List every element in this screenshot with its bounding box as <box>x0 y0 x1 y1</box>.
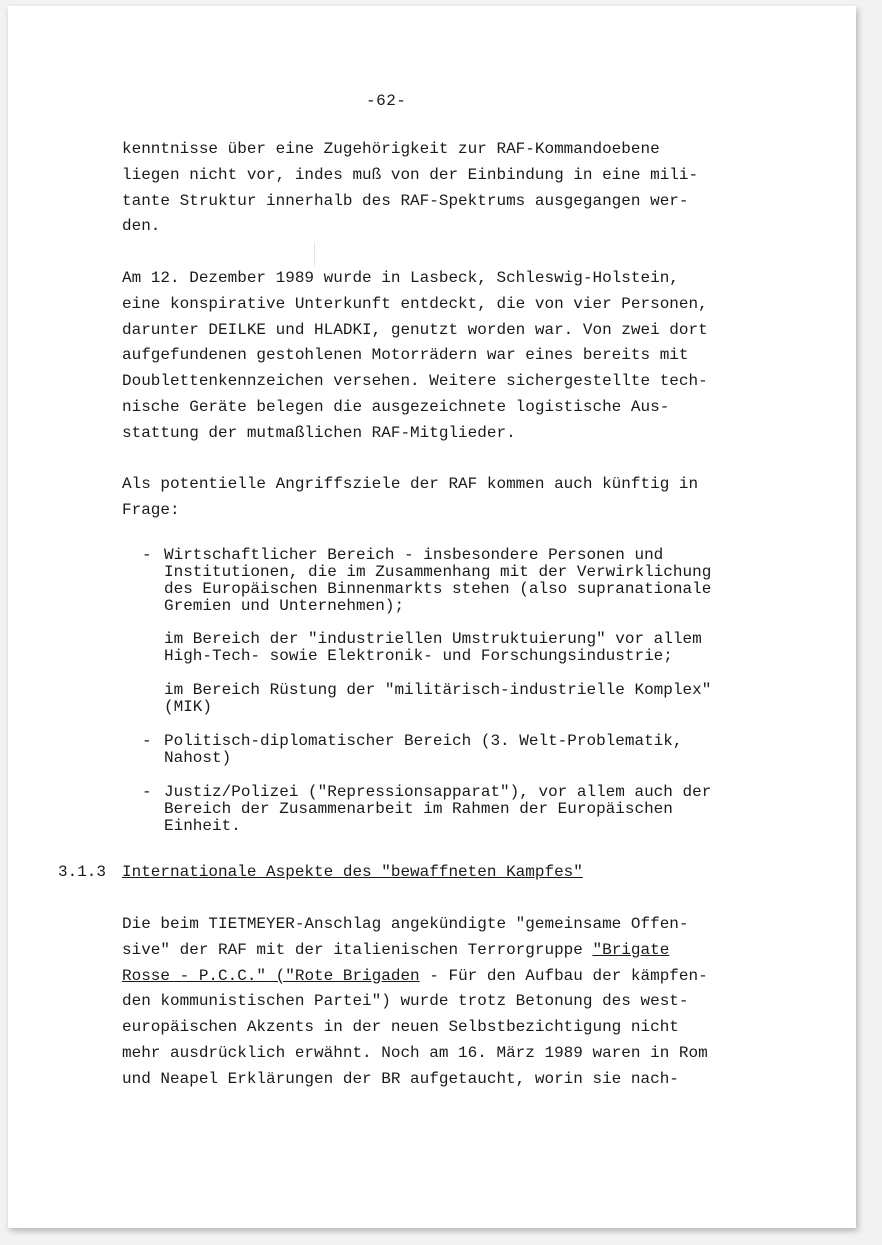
text-line: stattung der mutmaßlichen RAF-Mitglieder. <box>122 423 516 442</box>
text-line: Einheit. <box>164 817 241 835</box>
text-line: tante Struktur innerhalb des RAF-Spektrums ausgegangen wer- <box>122 191 689 210</box>
list-dash: - <box>142 546 152 564</box>
paragraph-1 <box>122 137 698 240</box>
text-line: eine konspirative Unterkunft entdeckt, die von vier Personen, <box>122 294 708 313</box>
paragraph-2 <box>122 266 708 447</box>
paragraph-4 <box>122 912 708 1093</box>
text-line: des Europäischen Binnenmarkts stehen (also supranationale <box>164 580 712 598</box>
text-line: kenntnisse über eine Zugehörigkeit zur RAF-Kommandoebene <box>122 140 660 158</box>
underlined-term: ("Rote Brigaden <box>266 966 420 985</box>
text-line: Doublettenkennzeichen versehen. Weitere sichergestellte tech- <box>122 372 708 391</box>
text-line: darunter DEILKE und HLADKI, genutzt worden war. Von zwei dort <box>122 320 708 339</box>
text-line: aufgefundenen gestohlenen Motorrädern war eines bereits mit <box>122 346 689 365</box>
list-item-text <box>164 547 711 615</box>
text-line: Justiz/Polizei ("Repressionsapparat"), vor allem auch der <box>164 783 712 801</box>
text-segment: - Für den Aufbau der kämpfen- <box>419 966 708 985</box>
section-title: Internationale Aspekte des "bewaffneten Kampfes" <box>122 863 583 881</box>
text-line: Nahost) <box>164 749 232 767</box>
text-line: Bereich der Zusammenarbeit im Rahmen der Europäischen <box>164 800 673 818</box>
list-item-text <box>164 733 682 767</box>
text-line: Am 12. Dezember 1989 wurde in Lasbeck, Schleswig-Holstein, <box>122 269 679 287</box>
text-line: Wirtschaftlicher Bereich - insbesondere Personen und <box>164 546 664 564</box>
list-item-text <box>164 631 702 665</box>
list-item-text <box>164 784 711 835</box>
text-line: im Bereich der "industriellen Umstruktuierung" vor allem <box>164 630 702 648</box>
list-item-text <box>164 682 711 716</box>
text-line: im Bereich Rüstung der "militärisch-industrielle Komplex" <box>164 681 712 699</box>
text-line: High-Tech- sowie Elektronik- und Forschungsindustrie; <box>164 647 673 665</box>
text-line: mehr ausdrücklich erwähnt. Noch am 16. März 1989 waren in Rom <box>122 1043 708 1062</box>
section-number: 3.1.3 <box>58 863 107 881</box>
text-line: europäischen Akzents in der neuen Selbstbezichtigung nicht <box>122 1018 679 1037</box>
text-line: Gremien und Unternehmen); <box>164 597 405 615</box>
text-segment: sive" der RAF mit der italienischen Terrorgruppe <box>122 940 593 959</box>
text-line <box>122 964 708 990</box>
scan-artifact <box>314 242 315 266</box>
list-dash: - <box>142 783 152 801</box>
text-line: den kommunistischen Partei") wurde trotz Betonung des west- <box>122 992 689 1011</box>
page-number: -62- <box>366 92 407 110</box>
text-line: (MIK) <box>164 698 213 716</box>
underlined-term: Rosse - P.C.C." <box>122 966 267 985</box>
list-dash: - <box>142 732 152 750</box>
underlined-term: "Brigate <box>592 940 670 959</box>
text-line: Institutionen, die im Zusammenhang mit der Verwirklichung <box>164 563 712 581</box>
text-line <box>122 938 708 964</box>
text-line: nische Geräte belegen die ausgezeichnete logistische Aus- <box>122 397 670 416</box>
text-line: Frage: <box>122 500 180 519</box>
paragraph-3 <box>122 472 698 524</box>
text-line: liegen nicht vor, indes muß von der Einbindung in eine mili- <box>122 165 699 184</box>
text-line: den. <box>122 217 161 236</box>
text-line: Als potentielle Angriffsziele der RAF kommen auch künftig in <box>122 475 699 493</box>
document-page <box>8 6 856 1228</box>
text-line: Die beim TIETMEYER-Anschlag angekündigte "gemeinsame Offen- <box>122 915 689 933</box>
text-line: und Neapel Erklärungen der BR aufgetaucht, worin sie nach- <box>122 1069 679 1088</box>
text-line: Politisch-diplomatischer Bereich (3. Welt-Problematik, <box>164 732 683 750</box>
